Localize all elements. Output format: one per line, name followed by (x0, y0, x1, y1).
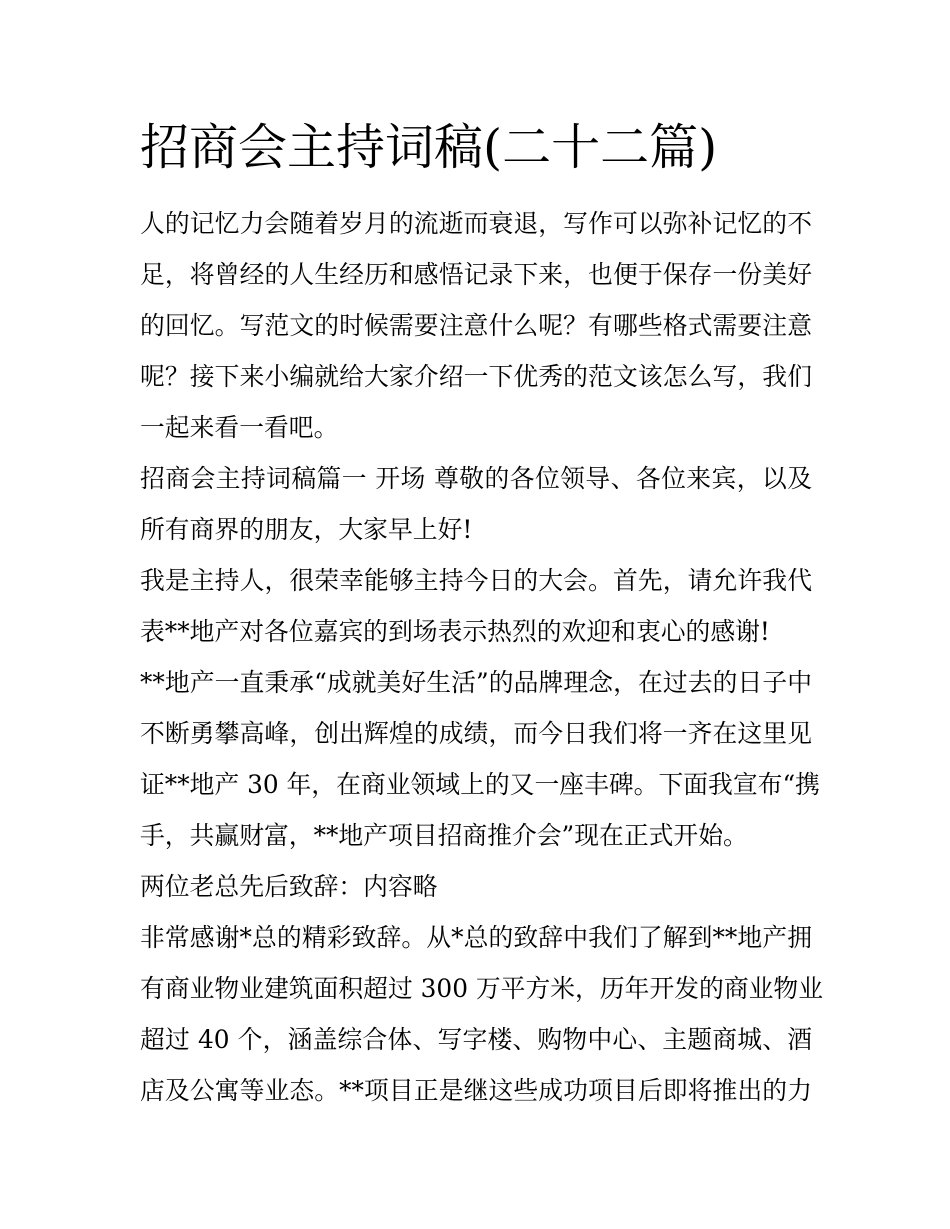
text-line: 我是主持人，很荣幸能够主持今日的大会。首先，请允许我代 (140, 566, 812, 595)
text-line: 手，共赢财富，**地产项目招商推介会”现在正式开始。 (140, 821, 748, 850)
text-line: 的回忆。写范文的时候需要注意什么呢？有哪些格式需要注意 (140, 311, 812, 340)
text-line: 呢？接下来小编就给大家介绍一下优秀的范文该怎么写，我们 (140, 362, 812, 391)
text-line: 表**地产对各位嘉宾的到场表示热烈的欢迎和衷心的感谢! (140, 617, 770, 646)
text-line: 超过 40 个，涵盖综合体、写字楼、购物中心、主题商城、酒 (140, 1025, 812, 1054)
document-title: 招商会主持词稿(二十二篇) (140, 119, 718, 176)
text-line: 非常感谢*总的精彩致辞。从*总的致辞中我们了解到**地产拥 (140, 923, 812, 952)
text-line: 不断勇攀高峰，创出辉煌的成绩，而今日我们将一齐在这里见 (140, 719, 812, 748)
text-line: 人的记忆力会随着岁月的流逝而衰退，写作可以弥补记忆的不 (140, 209, 812, 238)
text-line: 所有商界的朋友，大家早上好! (140, 515, 473, 544)
text-line: 店及公寓等业态。**项目正是继这些成功项目后即将推出的力 (140, 1076, 812, 1105)
text-line: 一起来看一看吧。 (140, 413, 339, 442)
text-line: 招商会主持词稿篇一 开场 尊敬的各位领导、各位来宾，以及 (140, 464, 812, 493)
text-line: 足，将曾经的人生经历和感悟记录下来，也便于保存一份美好 (140, 260, 812, 289)
document-body (140, 198, 824, 1116)
text-line: 两位老总先后致辞：内容略 (140, 872, 438, 901)
text-line: 证**地产 30 年，在商业领域上的又一座丰碑。下面我宣布“携 (140, 770, 820, 799)
text-line: **地产一直秉承“成就美好生活”的品牌理念，在过去的日子中 (140, 668, 812, 697)
text-line: 有商业物业建筑面积超过 300 万平方米，历年开发的商业物业 (140, 974, 824, 1003)
